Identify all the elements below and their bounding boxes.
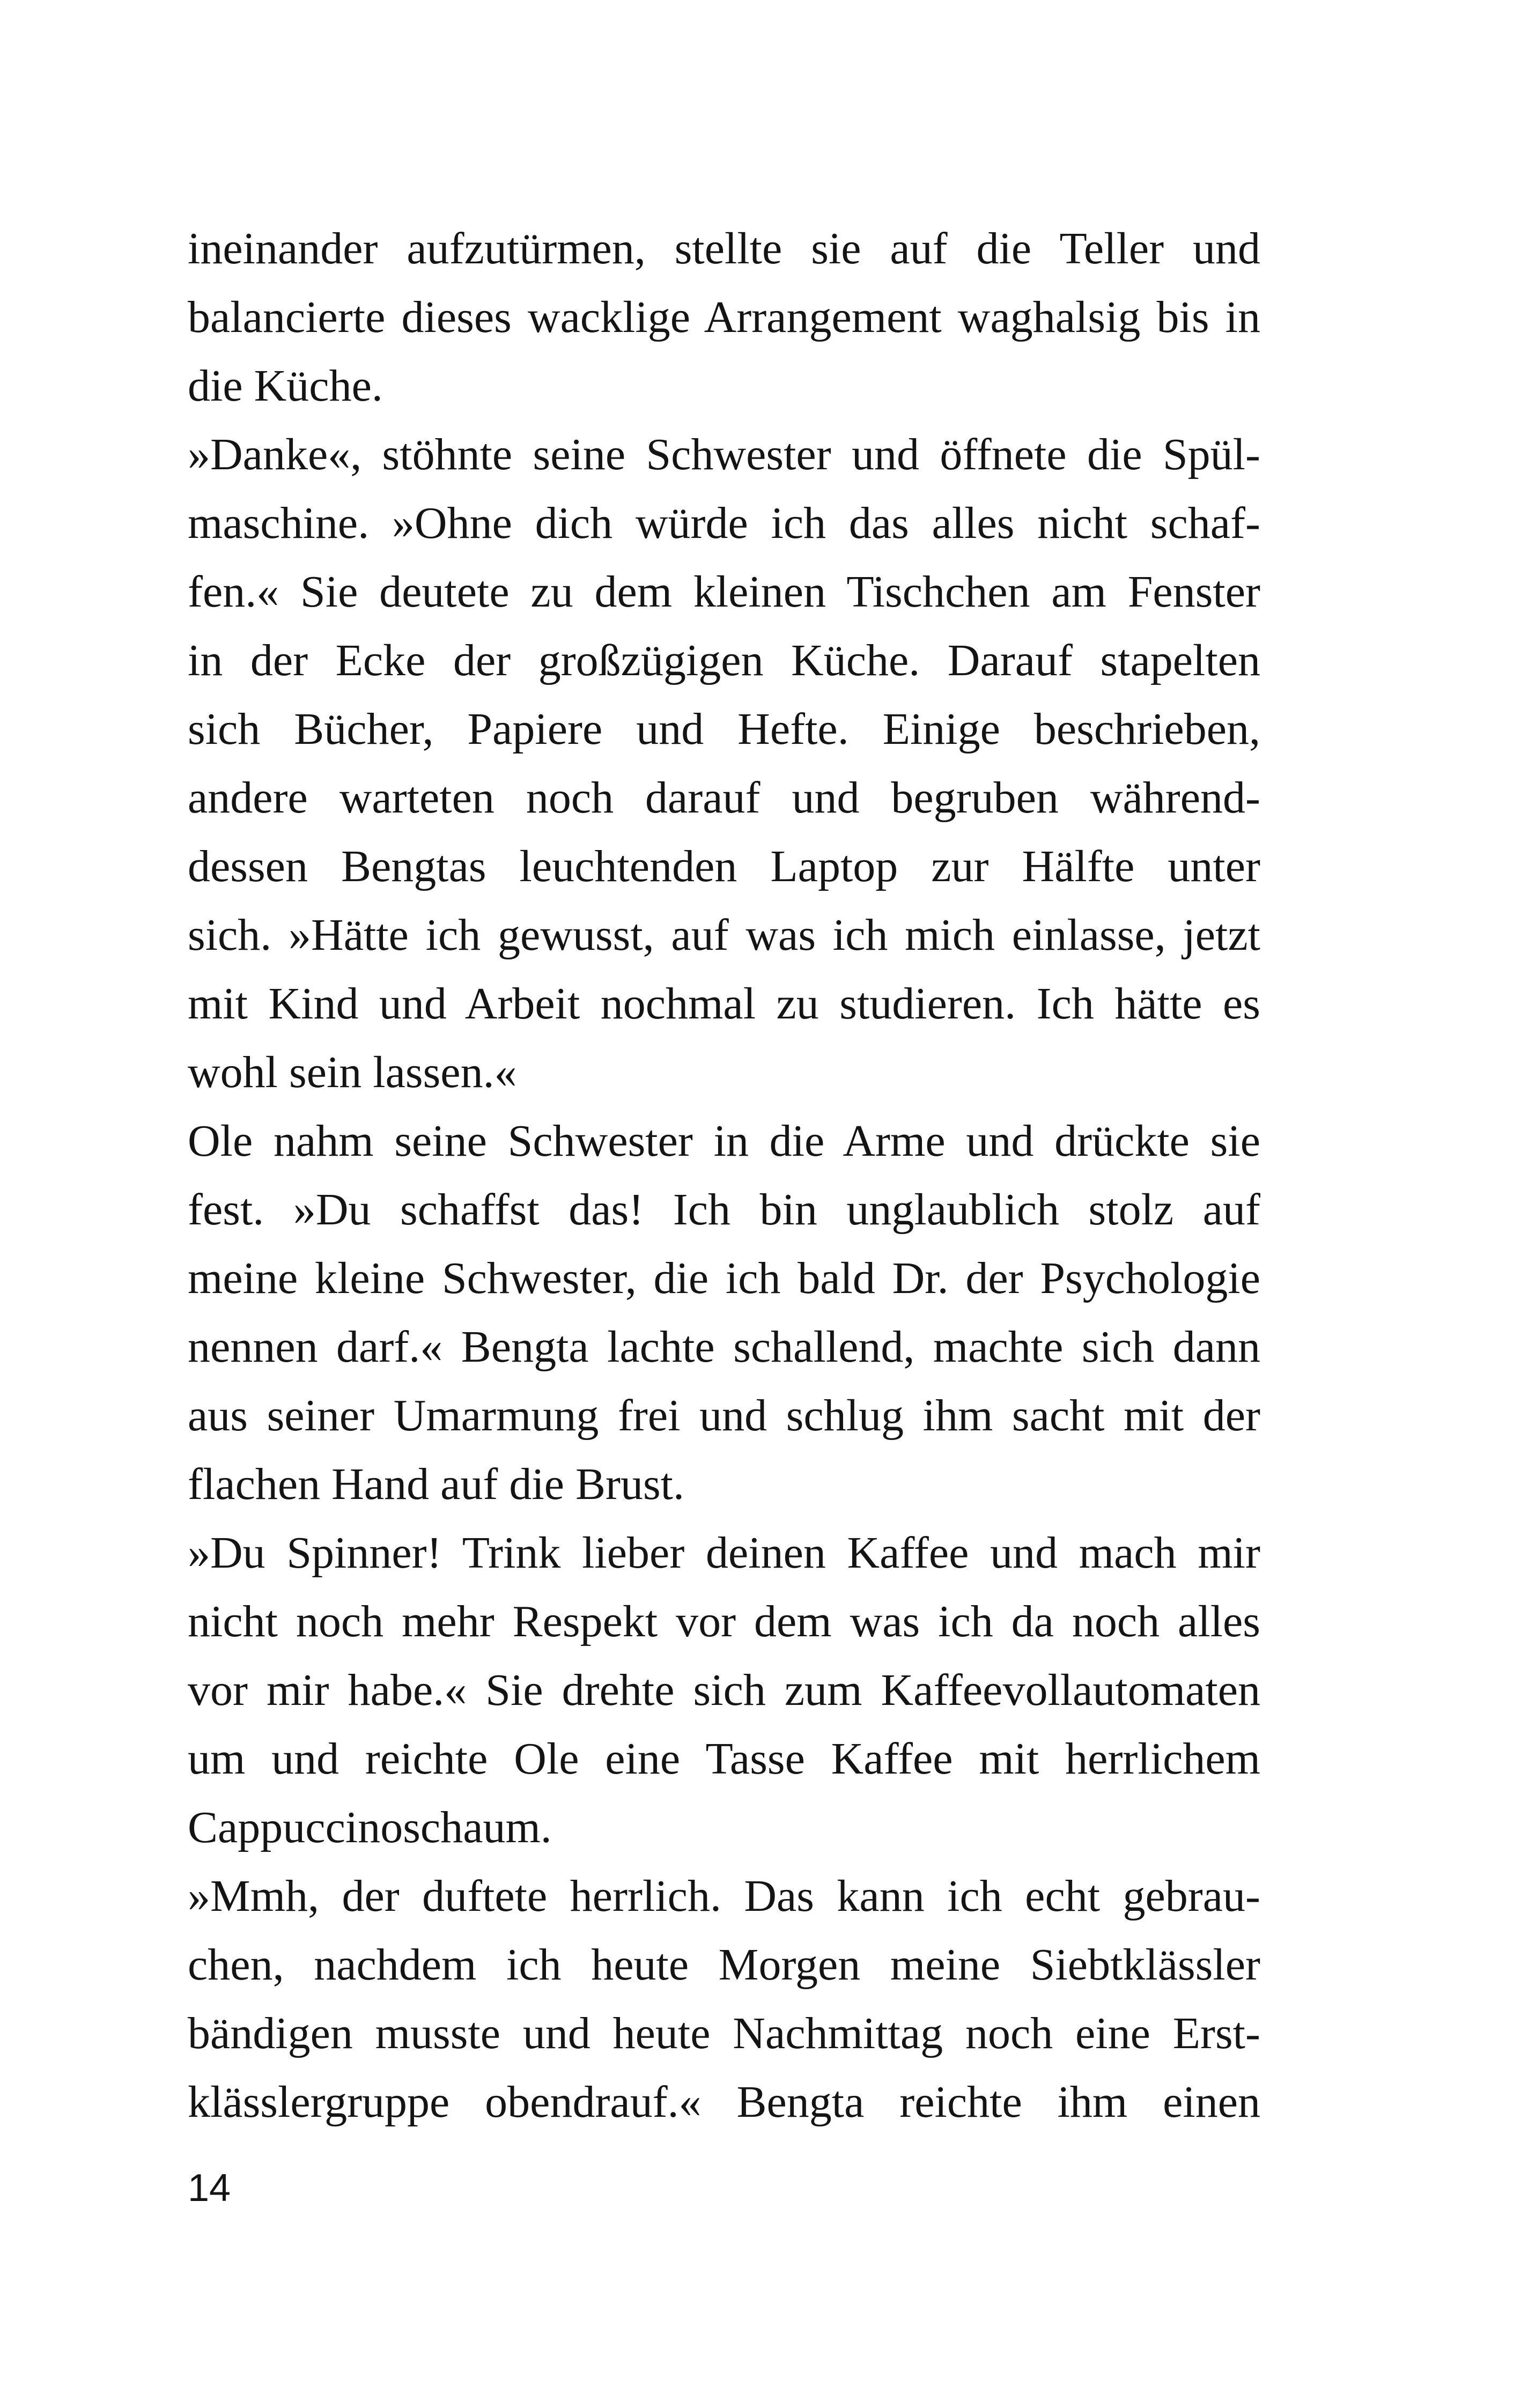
text-line: aus seiner Umarmung frei und schlug ihm sacht mit der (188, 1391, 1260, 1441)
text-line: in der Ecke der großzügigen Küche. Darauf stapelten (188, 636, 1260, 685)
text-line: vor mir habe.« Sie drehte sich zum Kaffeevollautomaten (188, 1665, 1260, 1715)
body-text (188, 215, 1260, 2137)
text-line: bändigen musste und heute Nachmittag noch eine Erst- (188, 2008, 1260, 2058)
text-line: maschine. »Ohne dich würde ich das alles nicht schaf- (188, 498, 1260, 548)
text-line: »Danke«, stöhnte seine Schwester und öffnete die Spül- (188, 430, 1260, 479)
text-line: sich Bücher, Papiere und Hefte. Einige beschrieben, (188, 704, 1260, 754)
text-line: fen.« Sie deutete zu dem kleinen Tischchen am Fenster (188, 567, 1260, 617)
text-line: flachen Hand auf die Brust. (188, 1459, 685, 1509)
text-line: chen, nachdem ich heute Morgen meine Siebtklässler (188, 1940, 1260, 1990)
text-line: um und reichte Ole eine Tasse Kaffee mit herrlichem (188, 1734, 1260, 1784)
text-line: wohl sein lassen.« (188, 1047, 517, 1097)
text-line: nicht noch mehr Respekt vor dem was ich da noch alles (188, 1597, 1260, 1646)
text-line: ineinander aufzutürmen, stellte sie auf die Teller und (188, 224, 1260, 274)
text-line: nennen darf.« Bengta lachte schallend, machte sich dann (188, 1322, 1260, 1372)
text-line: fest. »Du schaffst das! Ich bin unglaublich stolz auf (188, 1185, 1260, 1235)
text-line: meine kleine Schwester, die ich bald Dr. der Psychologie (188, 1253, 1260, 1303)
text-line: die Küche. (188, 361, 383, 411)
text-line: Cappuccinoschaum. (188, 1803, 552, 1852)
text-line: klässlergruppe obendrauf.« Bengta reichte ihm einen (188, 2077, 1260, 2127)
page-number: 14 (188, 2167, 231, 2210)
text-line: »Du Spinner! Trink lieber deinen Kaffee und mach mir (188, 1528, 1260, 1578)
text-line: sich. »Hätte ich gewusst, auf was ich mich einlasse, jetzt (188, 910, 1260, 960)
text-line: mit Kind und Arbeit nochmal zu studieren. Ich hätte es (188, 979, 1260, 1029)
text-line: »Mmh, der duftete herrlich. Das kann ich echt gebrau- (188, 1871, 1260, 1921)
text-line: Ole nahm seine Schwester in die Arme und drückte sie (188, 1116, 1260, 1166)
text-line: andere warteten noch darauf und begruben während- (188, 773, 1260, 823)
text-line: dessen Bengtas leuchtenden Laptop zur Hälfte unter (188, 841, 1260, 891)
text-line: balancierte dieses wacklige Arrangement waghalsig bis in (188, 292, 1260, 342)
